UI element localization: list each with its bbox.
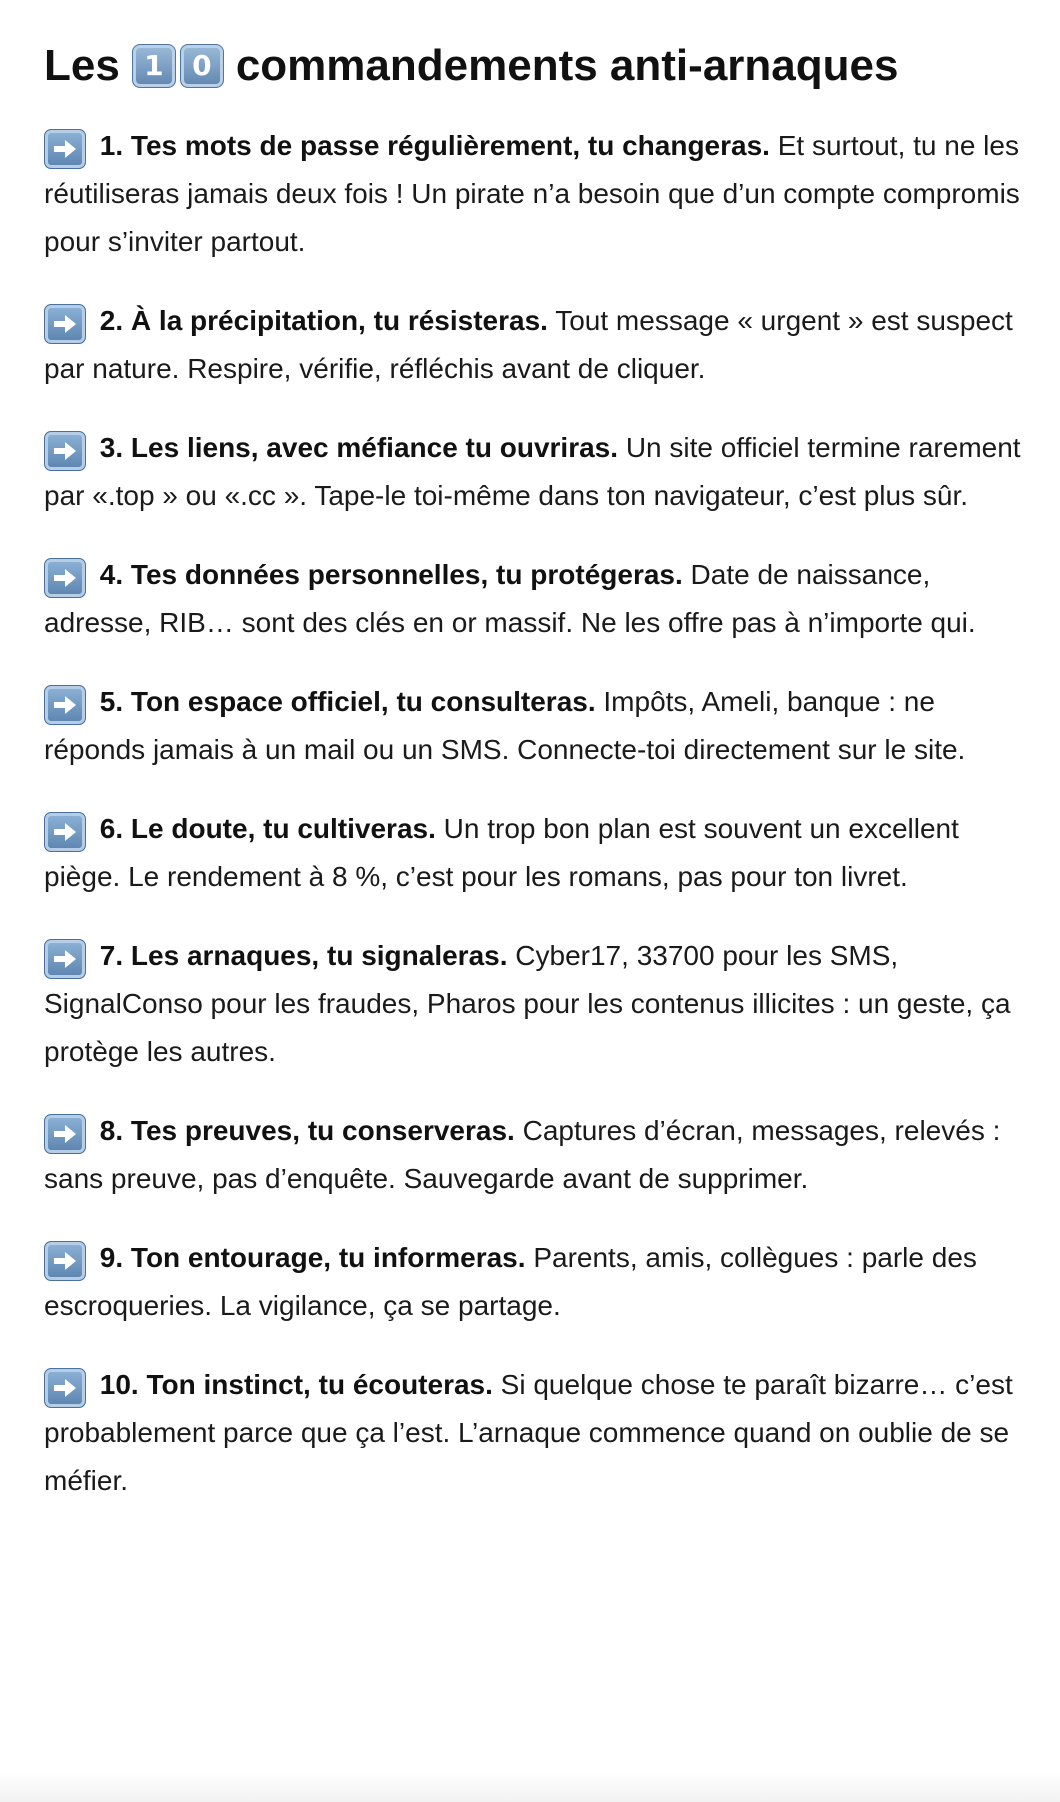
right-arrow-icon — [44, 129, 86, 169]
right-arrow-icon — [44, 558, 86, 598]
title-prefix: Les — [44, 41, 120, 90]
commandment-text: Captures d’écran, messages, relevés : sans preuve, pas d’enquête. Sauvegarde avant de supprimer. — [44, 1115, 1001, 1194]
commandment-title: 7. Les arnaques, tu signaleras. — [99, 940, 508, 971]
commandment-title: 8. Tes preuves, tu conserveras. — [99, 1115, 515, 1146]
commandment-text: Impôts, Ameli, banque : ne réponds jamais à un mail ou un SMS. Connecte-toi directement sur le site. — [44, 686, 966, 765]
commandment-text: Un trop bon plan est souvent un excellent piège. Le rendement à 8 %, c’est pour les romans, pas pour ton livret. — [44, 813, 959, 892]
commandment-item — [44, 678, 1024, 774]
keycap-ten-icon — [132, 44, 224, 88]
commandment-title: 4. Tes données personnelles, tu protégeras. — [99, 559, 683, 590]
commandment-title: 6. Le doute, tu cultiveras. — [99, 813, 436, 844]
right-arrow-icon — [44, 1241, 86, 1281]
right-arrow-icon — [44, 304, 86, 344]
bottom-edge — [0, 1772, 1060, 1802]
commandment-item — [44, 805, 1024, 901]
keycap-digit-one-icon: 1 — [132, 44, 176, 88]
commandment-item — [44, 1361, 1024, 1505]
commandments-list — [44, 122, 1024, 1505]
commandment-item — [44, 551, 1024, 647]
commandment-title: 1. Tes mots de passe régulièrement, tu changeras. — [99, 130, 770, 161]
commandment-title: 3. Les liens, avec méfiance tu ouvriras. — [99, 432, 619, 463]
right-arrow-icon — [44, 1368, 86, 1408]
commandment-text: Cyber17, 33700 pour les SMS, SignalConso pour les fraudes, Pharos pour les contenus illicites : un geste, ça protège les autres. — [44, 940, 1011, 1067]
page-title — [44, 36, 1024, 96]
article — [44, 36, 1024, 1536]
right-arrow-icon — [44, 812, 86, 852]
right-arrow-icon — [44, 939, 86, 979]
keycap-digit-zero-icon: 0 — [180, 44, 224, 88]
commandment-item — [44, 932, 1024, 1076]
right-arrow-icon — [44, 685, 86, 725]
commandment-text: Si quelque chose te paraît bizarre… c’est probablement parce que ça l’est. L’arnaque commence quand on oublie de se méfier. — [44, 1369, 1013, 1496]
commandment-title: 10. Ton instinct, tu écouteras. — [99, 1369, 493, 1400]
commandment-title: 2. À la précipitation, tu résisteras. — [99, 305, 548, 336]
commandment-text: Et surtout, tu ne les réutiliseras jamais deux fois ! Un pirate n’a besoin que d’un compte compromis pour s’inviter partout. — [44, 130, 1020, 257]
commandment-item — [44, 1234, 1024, 1330]
commandment-text: Parents, amis, collègues : parle des escroqueries. La vigilance, ça se partage. — [44, 1242, 977, 1321]
commandment-item — [44, 1107, 1024, 1203]
commandment-title: 9. Ton entourage, tu informeras. — [99, 1242, 526, 1273]
commandment-text: Date de naissance, adresse, RIB… sont des clés en or massif. Ne les offre pas à n’importe qui. — [44, 559, 976, 638]
commandment-item — [44, 122, 1024, 266]
commandment-text: Un site officiel termine rarement par «.top » ou «.cc ». Tape-le toi-même dans ton navigateur, c’est plus sûr. — [44, 432, 1021, 511]
commandment-item — [44, 297, 1024, 393]
commandment-title: 5. Ton espace officiel, tu consulteras. — [99, 686, 596, 717]
commandment-item — [44, 424, 1024, 520]
title-suffix: commandements anti-arnaques — [235, 41, 899, 90]
right-arrow-icon — [44, 431, 86, 471]
commandment-text: Tout message « urgent » est suspect par nature. Respire, vérifie, réfléchis avant de cliquer. — [44, 305, 1013, 384]
right-arrow-icon — [44, 1114, 86, 1154]
